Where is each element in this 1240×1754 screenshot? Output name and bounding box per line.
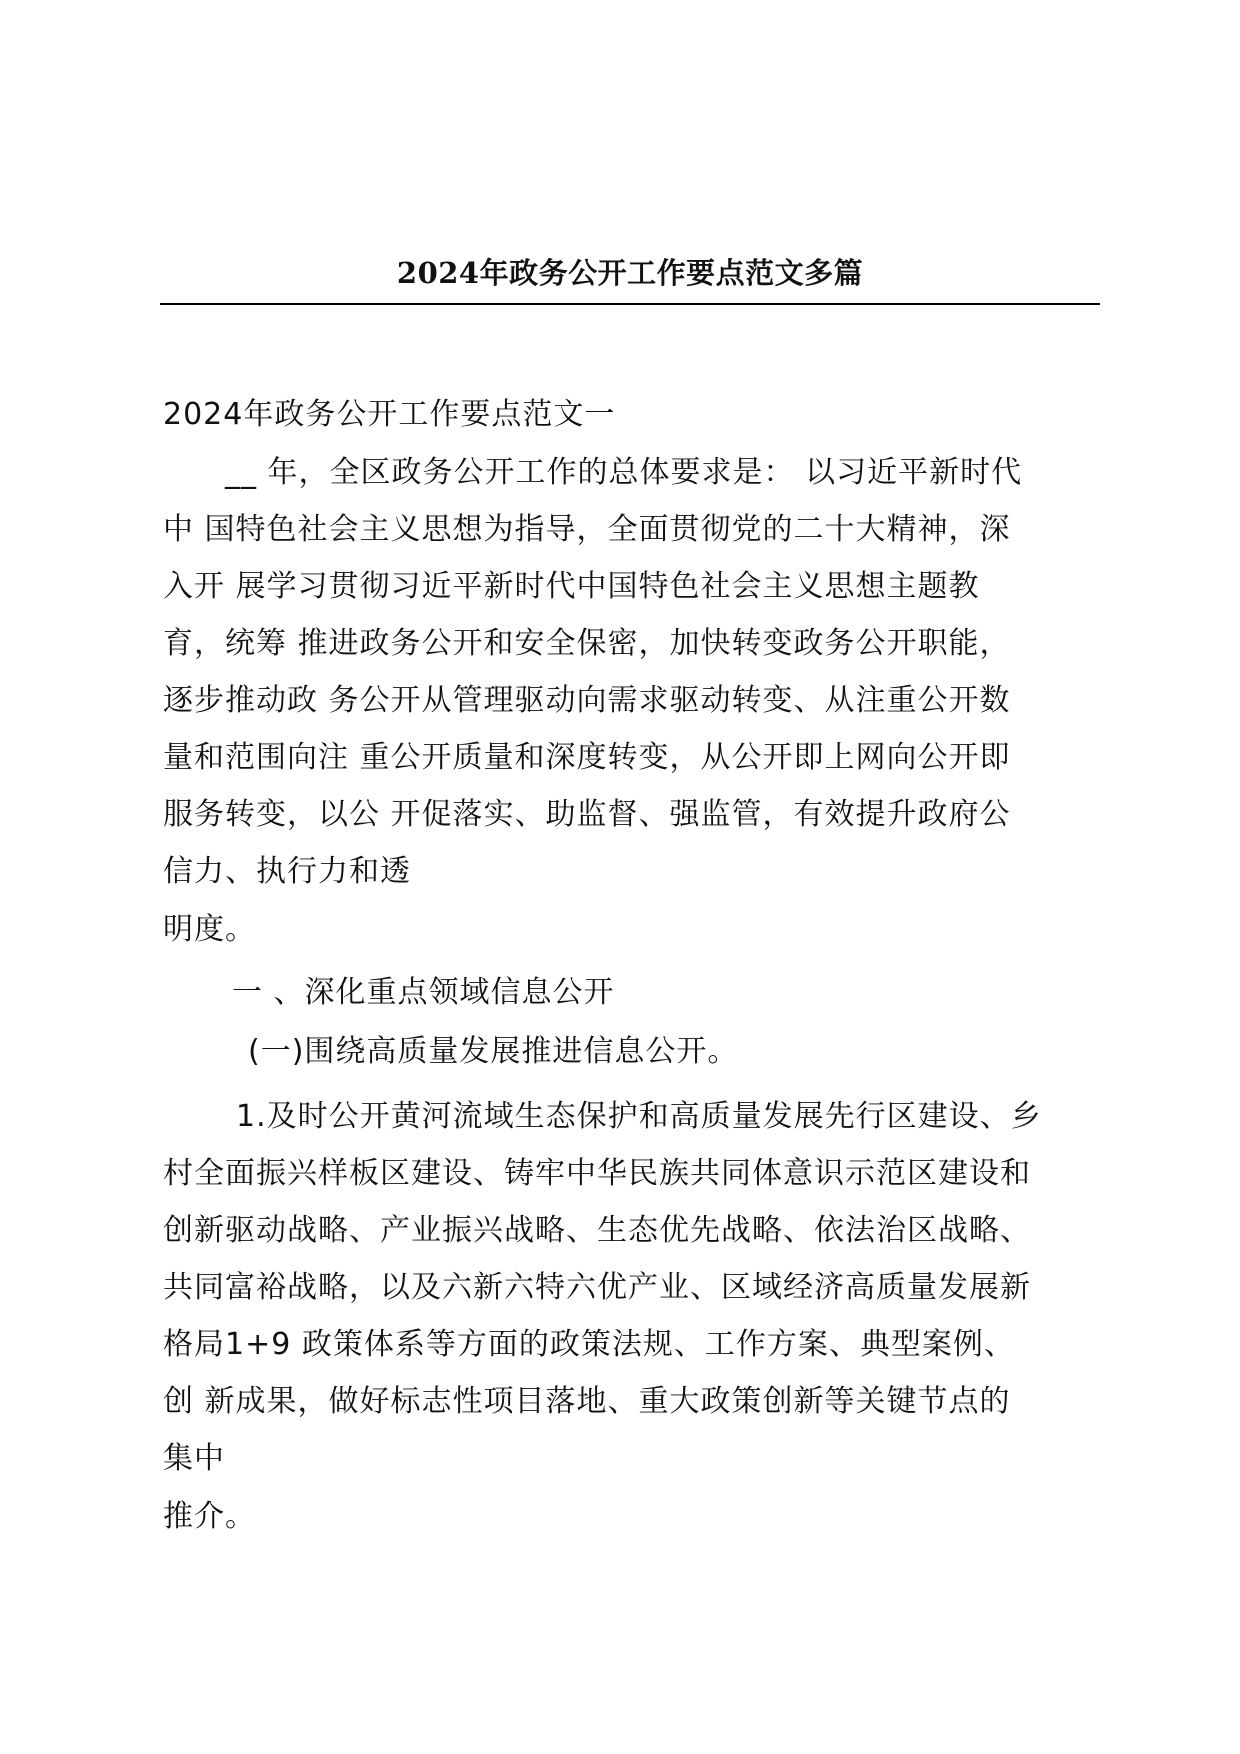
intro-line-2: 中 国特色社会主义思想为指导，全面贯彻党的二十大精神，深 (163, 512, 1011, 547)
intro-line-7: 服务转变，以公 开促落实、助监督、强监管，有效提升政府公 (163, 797, 1011, 832)
item1-line-2: 村全面振兴样板区建设、铸牢中华民族共同体意识示范区建设和 (163, 1156, 1031, 1191)
intro-line-5: 逐步推动政 务公开从管理驱动向需求驱动转变、从注重公开数 (163, 683, 1011, 718)
item1-line-1: 1.及时公开黄河流域生态保护和高质量发展先行区建设、乡 (236, 1099, 1042, 1134)
item1-line-6: 创 新成果，做好标志性项目落地、重大政策创新等关键节点的 (163, 1384, 1011, 1419)
intro-line-1: __ 年，全区政务公开工作的总体要求是： 以习近平新时代 (225, 455, 1023, 490)
item1-line-5: 格局1+9 政策体系等方面的政策法规、工作方案、典型案例、 (163, 1327, 1015, 1362)
item1-line-4: 共同富裕战略，以及六新六特六优产业、区域经济高质量发展新 (163, 1270, 1031, 1305)
item1-line-3: 创新驱动战略、产业振兴战略、生态优先战略、依法治区战略、 (163, 1213, 1031, 1248)
page-title: 2024年政务公开工作要点范文多篇 (396, 256, 864, 290)
item1-line-7: 集中 (163, 1441, 225, 1476)
intro-line-4: 育，统筹 推进政务公开和安全保密，加快转变政务公开职能， (163, 626, 1011, 661)
title-rule (160, 303, 1100, 305)
intro-line-9: 明度。 (163, 912, 256, 947)
intro-line-8: 信力、执行力和透 (163, 854, 411, 889)
sub-heading: (一)围绕高质量发展推进信息公开。 (248, 1034, 739, 1069)
intro-line-3: 入开 展学习贯彻习近平新时代中国特色社会主义思想主题教 (163, 569, 980, 604)
intro-line-6: 量和范围向注 重公开质量和深度转变，从公开即上网向公开即 (163, 740, 1011, 775)
section-heading: 2024年政务公开工作要点范文一 (163, 397, 616, 432)
part-heading: 一 、深化重点领域信息公开 (232, 975, 615, 1010)
item1-line-8: 推介。 (163, 1499, 256, 1534)
